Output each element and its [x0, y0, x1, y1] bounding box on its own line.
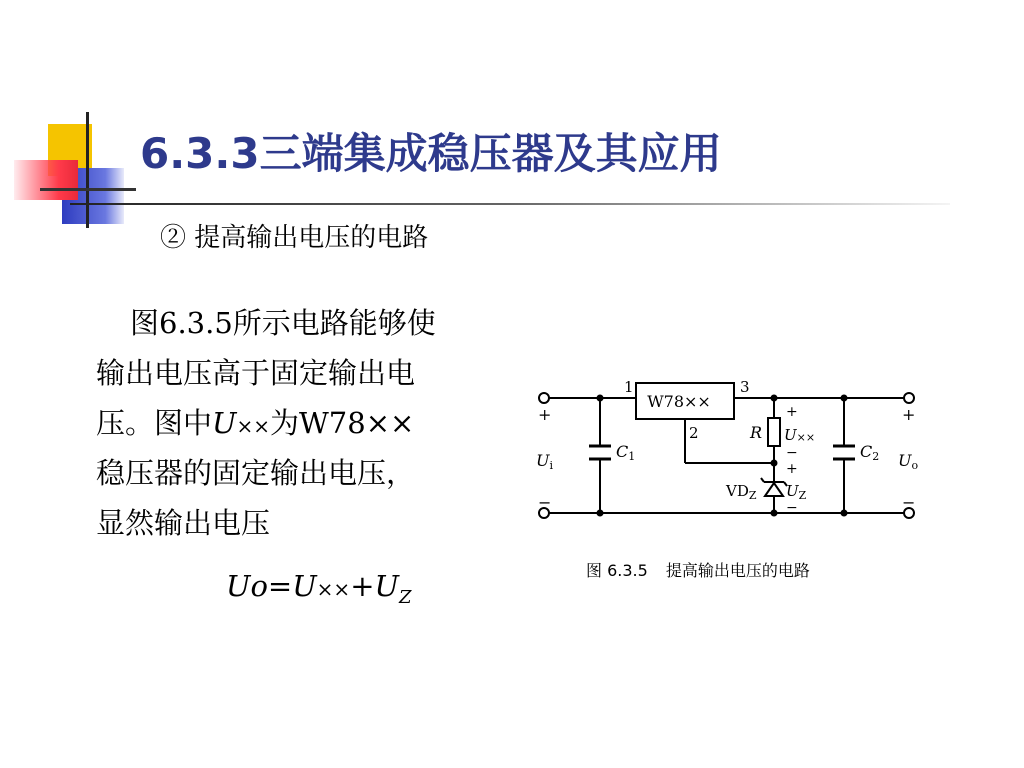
node [771, 395, 778, 402]
node [771, 460, 778, 467]
paragraph-line-3-a: 压。图中 [96, 406, 213, 440]
uz-plus-sign: + [786, 461, 798, 477]
node [597, 395, 604, 402]
node [597, 510, 604, 517]
vdz-label: $VD_Z$ [726, 482, 757, 502]
formula-equals: = [267, 569, 293, 603]
formula-z: Z [398, 586, 412, 608]
deco-horizontal-bar [40, 188, 136, 191]
paragraph-line-5: 显然输出电压 [96, 506, 271, 540]
formula-plus: + [350, 569, 375, 603]
figure-caption [586, 558, 810, 581]
pin3-label: 3 [740, 378, 750, 396]
output-voltage-formula [226, 566, 411, 618]
uz-minus-sign: − [786, 500, 798, 516]
ui-label: Ui [536, 451, 554, 472]
paragraph-line-1: 图6.3.5所示电路能够使 [130, 306, 436, 340]
paragraph-line-4: 稳压器的固定输出电压， [96, 456, 416, 490]
node [841, 510, 848, 517]
uxx-minus-sign: − [786, 445, 798, 461]
formula-u: U [292, 569, 317, 603]
caption-text: 提高输出电压的电路 [665, 561, 810, 580]
caption-number: 图 6.3.5 [586, 561, 648, 580]
r-label: R [750, 423, 763, 442]
input-terminal-plus [539, 393, 549, 403]
node [841, 395, 848, 402]
uo-label: Uo [898, 451, 919, 472]
chip-label: W78×× [647, 392, 711, 411]
formula-uz: U [374, 569, 399, 603]
output-minus-sign: − [902, 493, 916, 512]
paragraph-line-2: 输出电压高于固定输出电 [96, 356, 416, 390]
description-paragraph [96, 298, 476, 548]
pin1-label: 1 [624, 378, 634, 396]
formula-xx: ×× [316, 577, 351, 601]
paragraph-line-3-u: U [212, 406, 237, 440]
title-underline [70, 203, 950, 205]
node [771, 510, 778, 517]
uxx-plus-sign: + [786, 404, 798, 420]
circuit-diagram [528, 350, 928, 535]
output-terminal-plus [904, 393, 914, 403]
paragraph-line-3-b: 为W78×× [269, 406, 415, 440]
uxx-label: U×× [784, 426, 816, 444]
pin2-label: 2 [689, 424, 699, 442]
slide-subtitle: ② 提高输出电压的电路 [160, 223, 429, 253]
input-minus-sign: − [538, 493, 552, 512]
paragraph-line-3 [96, 398, 476, 448]
deco-red-block [14, 160, 78, 200]
slide-title: 6.3.3三端集成稳压器及其应用 [140, 129, 722, 178]
deco-vertical-bar [86, 112, 89, 228]
c2-label: C2 [860, 442, 880, 463]
formula-uo: Uo [226, 569, 268, 603]
uz-label: $U_Z$ [786, 482, 807, 502]
c1-label: C1 [616, 442, 636, 463]
paragraph-line-3-xx: ×× [236, 414, 270, 438]
resistor-r [768, 418, 780, 446]
zener-triangle [765, 483, 783, 496]
input-plus-sign: + [538, 405, 552, 424]
output-plus-sign: + [902, 405, 916, 424]
